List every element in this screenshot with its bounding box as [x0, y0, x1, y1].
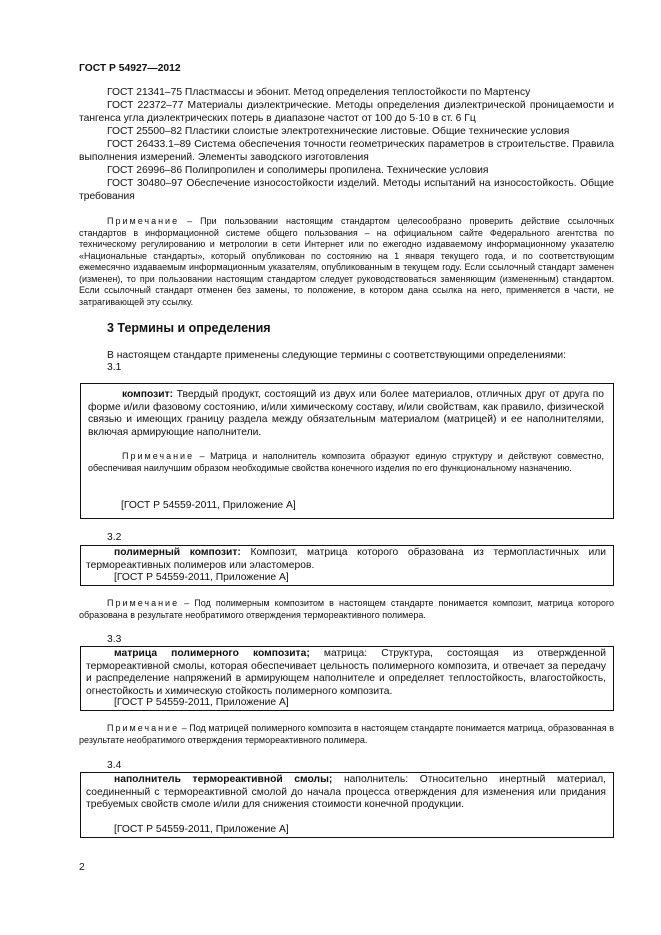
term-box [80, 646, 614, 711]
term-def-text: наполнитель: Относительно инертный материал, соединенный с термореактивной смолой до начала процесса отверждения для изменения или придания требуемых свойств смоле и/или для снижения стоимости конечной продукции. [86, 774, 606, 810]
ref-item: ГОСТ 21341–75 Пластмассы и эбонит. Метод определения теплостойкости по Мартенсу [107, 87, 531, 98]
term-name: полимерный композит: [114, 547, 241, 558]
note-text: – Матрица и наполнитель композита образуют единую структуру и действуют совместно, обеспечивая наилучшим образом необходимые свойства конечного изделия по его функциональному назначению. [88, 451, 604, 473]
note-label: Примечание [107, 598, 180, 608]
section-title: 3 Термины и определения [107, 321, 271, 335]
section-intro: В настоящем стандарте применены следующие термины с соответствующими определениями: [107, 350, 567, 361]
term-def-text: Твердый продукт, состоящий из двух или более материалов, отличных друг от друга по форме и/или фазовому состоянию, и/или химическому составу, и/или свойствам, как правило, физической связью и имеющих границу раздела между обязательным материалом (матрицей) и ее наполнителями, включая армирующие наполнители. [88, 389, 604, 438]
note-label: Примечание [107, 723, 180, 733]
term-definition [86, 648, 606, 698]
term-source: [ГОСТ Р 54559-2011, Приложение А] [114, 697, 289, 708]
term-def-text: матрица: Структура, состоящая из отвержденной термореактивной смолы, которая обеспечивает цельность полимерного композита, и отвечает за передачу и распределение напряжений в армирующем наполнителе и определяет теплостойкость, влагостойкость, огнестойкость и химическую стойкость полимерного композита. [86, 648, 606, 697]
term-number: 3.2 [107, 532, 122, 543]
ref-item: ГОСТ 26433.1–89 Система обеспечения точности геометрических параметров в строительстве. Правила выполнения измерений. Элементы заводского изготовления [79, 139, 614, 163]
page-number: 2 [79, 862, 85, 873]
term-number: 3.4 [107, 760, 122, 771]
term-note [79, 598, 614, 621]
note-label: Примечание [107, 216, 180, 226]
term-box [80, 383, 614, 519]
term-number: 3.1 [107, 362, 122, 373]
ref-item: ГОСТ 25500–82 Пластики слоистые электротехнические листовые. Общие технические условия [107, 126, 570, 137]
term-definition [86, 774, 606, 812]
term-source: [ГОСТ Р 54559-2011, Приложение А] [114, 824, 289, 835]
term-number: 3.3 [107, 634, 122, 645]
page-header: ГОСТ Р 54927—2012 [79, 63, 181, 74]
term-box [80, 772, 614, 838]
note-text: – Под матрицей полимерного композита в настоящем стандарте понимается матрица, образованная в результате необратимого отверждения термореактивного полимера. [79, 723, 614, 745]
term-name: матрица полимерного композита; [114, 648, 310, 659]
ref-item: ГОСТ 26996–86 Полипропилен и сополимеры пропилена. Технические условия [107, 165, 489, 176]
term-source: [ГОСТ Р 54559-2011, Приложение А] [114, 572, 289, 583]
term-name: композит: [122, 389, 174, 400]
term-definition [88, 389, 604, 439]
note-text: – Под полимерным композитом в настоящем стандарте понимается композит, матрица которого образована в результате необратимого отверждения термореактивного полимера. [79, 598, 614, 620]
note-label: Примечание [122, 451, 195, 461]
ref-item: ГОСТ 30480–97 Обеспечение износостойкости изделий. Методы испытаний на износостойкость. Общие требования [79, 178, 614, 202]
ref-item: ГОСТ 22372–77 Материалы диэлектрические. Методы определения диэлектрической проницаемости и тангенса угла диэлектрических потерь в диапазоне частот от 100 до 5·10 в ст. 6 Гц [79, 100, 614, 124]
note-text: – При пользовании настоящим стандартом целесообразно проверить действие ссылочных стандартов в информационной системе общего пользования – на официальном сайте Федерального агентства по техническому регулированию и метрологии в сети Интернет или по ежегодно издаваемому информационному указателю «Национальные стандарты», который опубликован по состоянию на 1 января текущего года, и по соответствующим ежемесячно издаваемым информационным указателям, опубликованным в текущем году. Если ссылочный стандарт заменен (изменен), то при пользовании настоящим стандартом следует руководствоваться заменяющим (измененным) стандартом. Если ссылочный стандарт отменен без замены, то положение, в котором дана ссылка на него, применяется в части, не затрагивающей эту ссылку. [79, 216, 614, 307]
term-name: наполнитель термореактивной смолы; [114, 774, 333, 785]
term-definition [86, 547, 606, 572]
term-def-text: Композит, матрица которого образована из термопластичных или термореактивных полимеров или эластомеров. [86, 547, 607, 571]
term-note [79, 723, 614, 746]
term-note [88, 451, 604, 474]
reference-note [79, 216, 614, 308]
term-source: [ГОСТ Р 54559-2011, Приложение А] [121, 500, 296, 511]
term-box [80, 545, 614, 586]
